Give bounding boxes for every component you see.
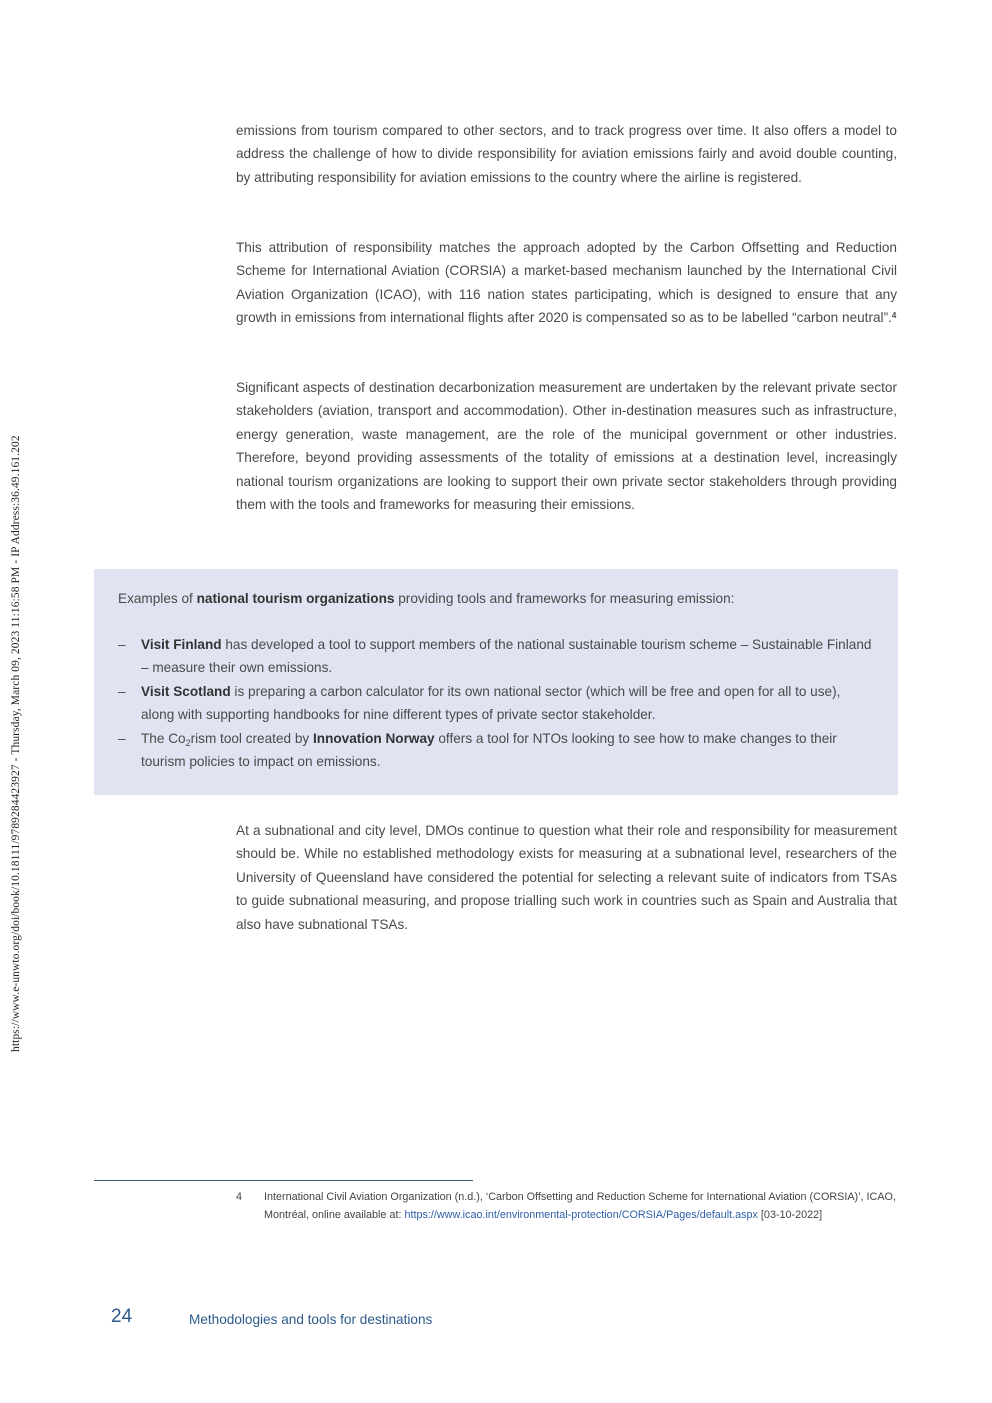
paragraph-2 <box>236 236 897 330</box>
list-item: – Visit Scotland is preparing a carbon calculator for its own national sector (which will be free and open for all to use), along with supporting handbooks for nine different types of private sector stakeholder. <box>118 680 874 727</box>
org-name: Innovation Norway <box>312 730 435 746</box>
footnote-link[interactable]: https://www.icao.int/environmental-protection/CORSIA/Pages/default.aspx <box>404 1208 758 1221</box>
list-item: – The $Co_2rism$ tool created by Innovation Norway offers a tool for NTOs looking to see how to make changes to their tourism policies to impact on emissions. <box>118 727 874 774</box>
footnote-ref[interactable]: 4 <box>891 311 897 321</box>
running-title: Methodologies and tools for destinations <box>189 1312 433 1327</box>
dash-bullet: – <box>118 683 126 699</box>
footnote-text: International Civil Aviation Organization (n.d.), ‘Carbon Offsetting and Reduction Scheme for International Aviation (CORSIA)’, ICAO, Montréal, online available at: https://www.icao.int/environmental-protection/CORSIA/Pages/default.aspx [03-10-2022] <box>264 1191 896 1221</box>
footnote-number: 4 <box>236 1191 243 1203</box>
dash-bullet: – <box>118 730 126 746</box>
page-number: 24 <box>111 1306 133 1327</box>
access-stamp: https://www.e-unwto.org/doi/book/10.18111/9789284423927 - Thursday, March 09, 2023 11:16:58 PM - IP Address:36.49.161.202 <box>10 435 22 1052</box>
paragraph-3: Significant aspects of destination decarbonization measurement are undertaken by the relevant private sector stakeholders (aviation, transport and accommodation). Other in-destination measures such as infrastructure, energy generation, waste management, are the role of the municipal government or other industries. Therefore, beyond providing assessments of the totality of emissions at a destination level, increasingly national tourism organizations are looking to support their own private sector stakeholders through providing them with the tools and frameworks for measuring their emissions. <box>236 380 897 513</box>
dash-bullet: – <box>118 637 126 652</box>
examples-list <box>118 633 874 773</box>
org-name: Visit Scotland <box>141 683 231 699</box>
org-name: Visit Finland <box>141 637 222 652</box>
paragraph-2-text: This attribution of responsibility matches the approach adopted by the Carbon Offsetting and Reduction Scheme for International Aviation (CORSIA) a market-based mechanism launched by the International Civil Aviation Organization (ICAO), with 116 nation states participating, which is designed to ensure that any growth in emissions from international flights after 2020 is compensated so as to be labelled “carbon neutral”. <box>236 240 897 326</box>
examples-intro: Examples of national tourism organizations providing tools and frameworks for measuring emission: <box>118 591 735 606</box>
examples-box <box>94 569 898 795</box>
footnote-divider <box>94 1180 473 1181</box>
paragraph-4: At a subnational and city level, DMOs continue to question what their role and responsibility for measurement should be. While no established methodology exists for measuring at a subnational level, researchers of the University of Queensland have considered the potential for selecting a relevant suite of indicators from TSAs to guide subnational measuring, and propose trialling such work in countries such as Spain and Australia that also have subnational TSAs. <box>236 823 897 932</box>
footnote <box>236 1189 898 1225</box>
list-item: – Visit Finland has developed a tool to support members of the national sustainable tourism scheme – Sustainable Finland – measure their own emissions. <box>118 633 874 680</box>
intro-emphasis: national tourism organizations <box>196 591 395 606</box>
paragraph-1: emissions from tourism compared to other sectors, and to track progress over time. It also offers a model to address the challenge of how to divide responsibility for aviation emissions fairly and avoid double counting, by attributing responsibility for aviation emissions to the country where the airline is registered. <box>236 123 897 185</box>
